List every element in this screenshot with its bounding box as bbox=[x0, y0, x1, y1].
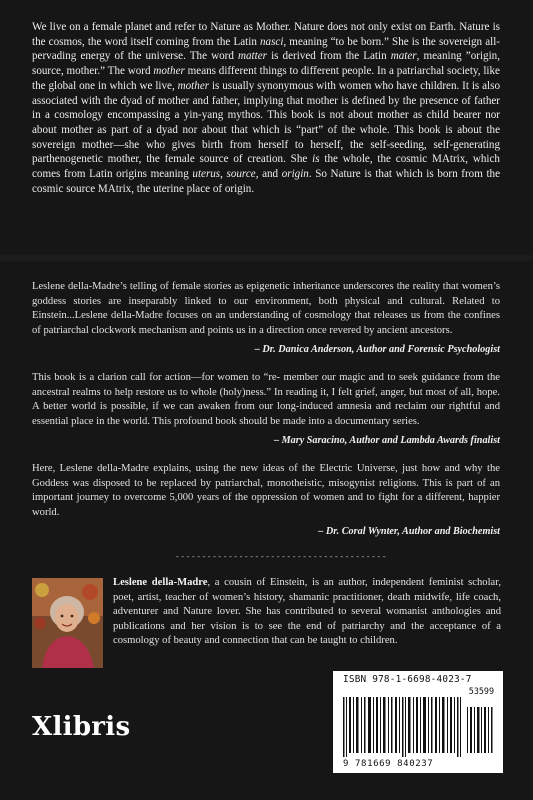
book-description bbox=[32, 20, 500, 196]
review-text: This book is a clarion call for action—for women to “re- member our magic and to seek guidance from the ancestral realms to help restore us to whole (holy)ness.” In reading it, I felt grief, anger, but most of all, hope. A better world is possible, if we can awaken from our long-induced amnesia and reclaim our rightful and essential place in the world. This profound book should be made into a documentary series. bbox=[32, 371, 500, 427]
barcode-digits: 9 781669 840237 bbox=[343, 759, 434, 769]
desc-text: is usually synonymous with women who have children. It is also associated with the dyad of mother and father, implying that mother is defined by the presence of father in a cosmology encompassing a yin-yang mythos. This book is not about mother as child bearer nor about mother as part of a dyad nor about that which is “part” of the whole. This book is about the sovereign mother—she who gives birth from herself to herself, the self-seeding, self-generating parthenogenetic mother, the female source of creation. She bbox=[32, 79, 500, 166]
desc-text: is derived from the Latin bbox=[266, 50, 391, 63]
review-attribution: – Dr. Danica Anderson, Author and Forensic Psychologist bbox=[254, 344, 500, 356]
review-item bbox=[32, 280, 500, 358]
review-text: Leslene della-Madre’s telling of female stories as epigenetic inheritance underscores the reality that women’s goddess stories are inseparably linked to our environment, both physical and cultural. Related to Einstein...Leslene della-Madre focuses on an understanding of cosmology that releases us from the confines of patriarchal clockwork mechanism and points us in a direction once revered by ancient ancestors. bbox=[32, 281, 500, 336]
barcode-bars-icon bbox=[343, 697, 493, 757]
desc-text: , meaning “to be born.” She is the sovereign all-pervading energy of the universe. The word bbox=[32, 35, 500, 63]
desc-text: , and bbox=[255, 168, 282, 181]
desc-text: We live on a female planet and refer to Nature as Mother. Nature does not only exist on Earth. Nature is the cosmos, the word itself coming from the Latin bbox=[32, 21, 500, 48]
price-code: 53599 bbox=[468, 686, 494, 696]
desc-text: means different things to different people. In a patriarchal society, like the global one in which we live, bbox=[32, 65, 500, 92]
author-bio-text: , a cousin of Einstein, is an author, independent feminist scholar, poet, artist, teacher of women’s history, shamanic practitioner, death midwife, life coach, adventurer and Nature lover. She has contributed to several womanist anthologies and publications and her vision is to see the end of patriarchy and the acceptance of a cosmology of beauty and connection that can be taught to children. bbox=[113, 577, 501, 647]
desc-emphasis: uterus bbox=[192, 168, 221, 181]
desc-text: , meaning ”origin, source, mother.” The word bbox=[32, 50, 500, 78]
review-attribution: – Dr. Coral Wynter, Author and Biochemist bbox=[318, 526, 500, 538]
desc-emphasis: matter bbox=[238, 50, 267, 63]
review-item bbox=[32, 371, 500, 449]
author-name: Leslene della-Madre bbox=[113, 577, 208, 588]
desc-emphasis: mother bbox=[153, 65, 185, 78]
review-text: Here, Leslene della-Madre explains, using the new ideas of the Electric Universe, just how and why the Goddess was disposed to be replaced by patriarchal, monotheistic, misogynist religions. This is part of an important journey to overcome 5,000 years of the oppression of women and to fight for a different, happier world. bbox=[32, 462, 500, 518]
author-bio bbox=[113, 576, 501, 649]
desc-text: , bbox=[220, 168, 227, 181]
desc-emphasis: source bbox=[226, 168, 256, 181]
publisher-logo: Xlibris bbox=[32, 712, 131, 742]
desc-emphasis: is bbox=[312, 153, 320, 166]
desc-emphasis: mother bbox=[177, 79, 210, 92]
review-item bbox=[32, 462, 500, 540]
review-attribution: – Mary Saracino, Author and Lambda Awards finalist bbox=[273, 435, 500, 447]
desc-text: . So Nature is that which is born from the cosmic source MAtrix, the uterine place of origin. bbox=[32, 168, 500, 195]
section-divider bbox=[0, 255, 533, 261]
reviews-section bbox=[32, 280, 500, 553]
author-photo bbox=[32, 578, 103, 668]
desc-emphasis: mater bbox=[390, 50, 417, 63]
dashed-separator: ---------------------------------------- bbox=[175, 553, 388, 562]
desc-emphasis: nasci bbox=[260, 35, 284, 48]
isbn-barcode bbox=[333, 671, 503, 773]
desc-emphasis: origin bbox=[281, 168, 309, 181]
desc-text: the whole, the cosmic MAtrix, which comes from Latin origins meaning bbox=[32, 153, 500, 181]
isbn-label: ISBN 978-1-6698-4023-7 bbox=[343, 674, 472, 685]
